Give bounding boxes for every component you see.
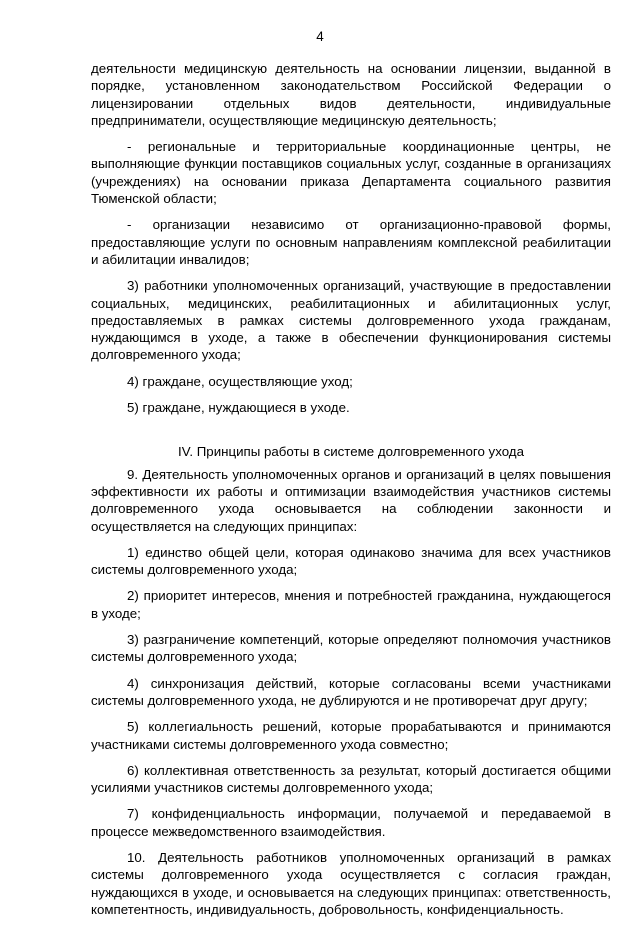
paragraph-continuation: деятельности медицинскую деятельность на основании лицензии, выданной в порядке, установленном законодательством Российской Федерации о лицензировании отдельных видов деятельности, индивидуальные предприниматели, осуществляющие медицинскую деятельность; [91,61,611,128]
clause-10: 10. Деятельность работников уполномоченных организаций в рамках системы долговременного ухода осуществляется с согласия граждан, нуждающихся в уходе, и основывается на следующих принципах: ответственность, компетентность, индивидуальность, добровольность, конфиденциальность. [91,849,611,917]
principle-3: 3) разграничение компетенций, которые определяют полномочия участников системы долговременного ухода; [91,632,611,665]
section-heading: IV. Принципы работы в системе долговременного ухода [178,444,524,460]
list-item-organizations: - организации независимо от организационно-правовой формы, предоставляющие услуги по основным направлениям комплексной реабилитации и абилитации инвалидов; [91,217,611,267]
clause-9: 9. Деятельность уполномоченных органов и организаций в целях повышения эффективности их работы и оптимизации взаимодействия участников системы долговременного ухода основывается на соблюдении законности и осуществляется на следующих принципах: [91,466,611,534]
list-item-coordination-centers: - региональные и территориальные координационные центры, не выполняющие функции поставщиков социальных услуг, созданные в организациях (учреждениях) на основании приказа Департамента социального развития Тюменской области; [91,139,611,207]
principle-4: 4) синхронизация действий, которые согласованы всеми участниками системы долговременного ухода, не дублируются и не противоречат друг другу; [91,675,611,708]
principle-1: 1) единство общей цели, которая одинаково значима для всех участников системы долговременного ухода; [91,544,611,578]
list-item-care-recipients: 5) граждане, нуждающиеся в уходе. [127,400,350,416]
list-item-caregivers: 4) граждане, осуществляющие уход; [127,373,353,389]
list-item-workers: 3) работники уполномоченных организаций, участвующие в предоставлении социальных, медицинских, реабилитационных и абилитационных услуг, предоставляемых в рамках системы долговременного ухода гражданам, нуждающимся в уходе, а также в обеспечении функционирования системы долговременного ухода; [91,278,611,363]
principle-7: 7) конфиденциальность информации, получаемой и передаваемой в процессе межведомственного взаимодействия. [91,806,611,839]
page-number: 4 [316,29,324,44]
principle-2: 2) приоритет интересов, мнения и потребностей гражданина, нуждающегося в уходе; [91,588,611,621]
document-body [91,60,611,927]
principle-6: 6) коллективная ответственность за результат, который достигается общими усилиями участников системы долговременного ухода; [91,762,611,796]
principle-5: 5) коллегиальность решений, которые прорабатываются и принимаются участниками системы долговременного ухода совместно; [91,719,611,752]
